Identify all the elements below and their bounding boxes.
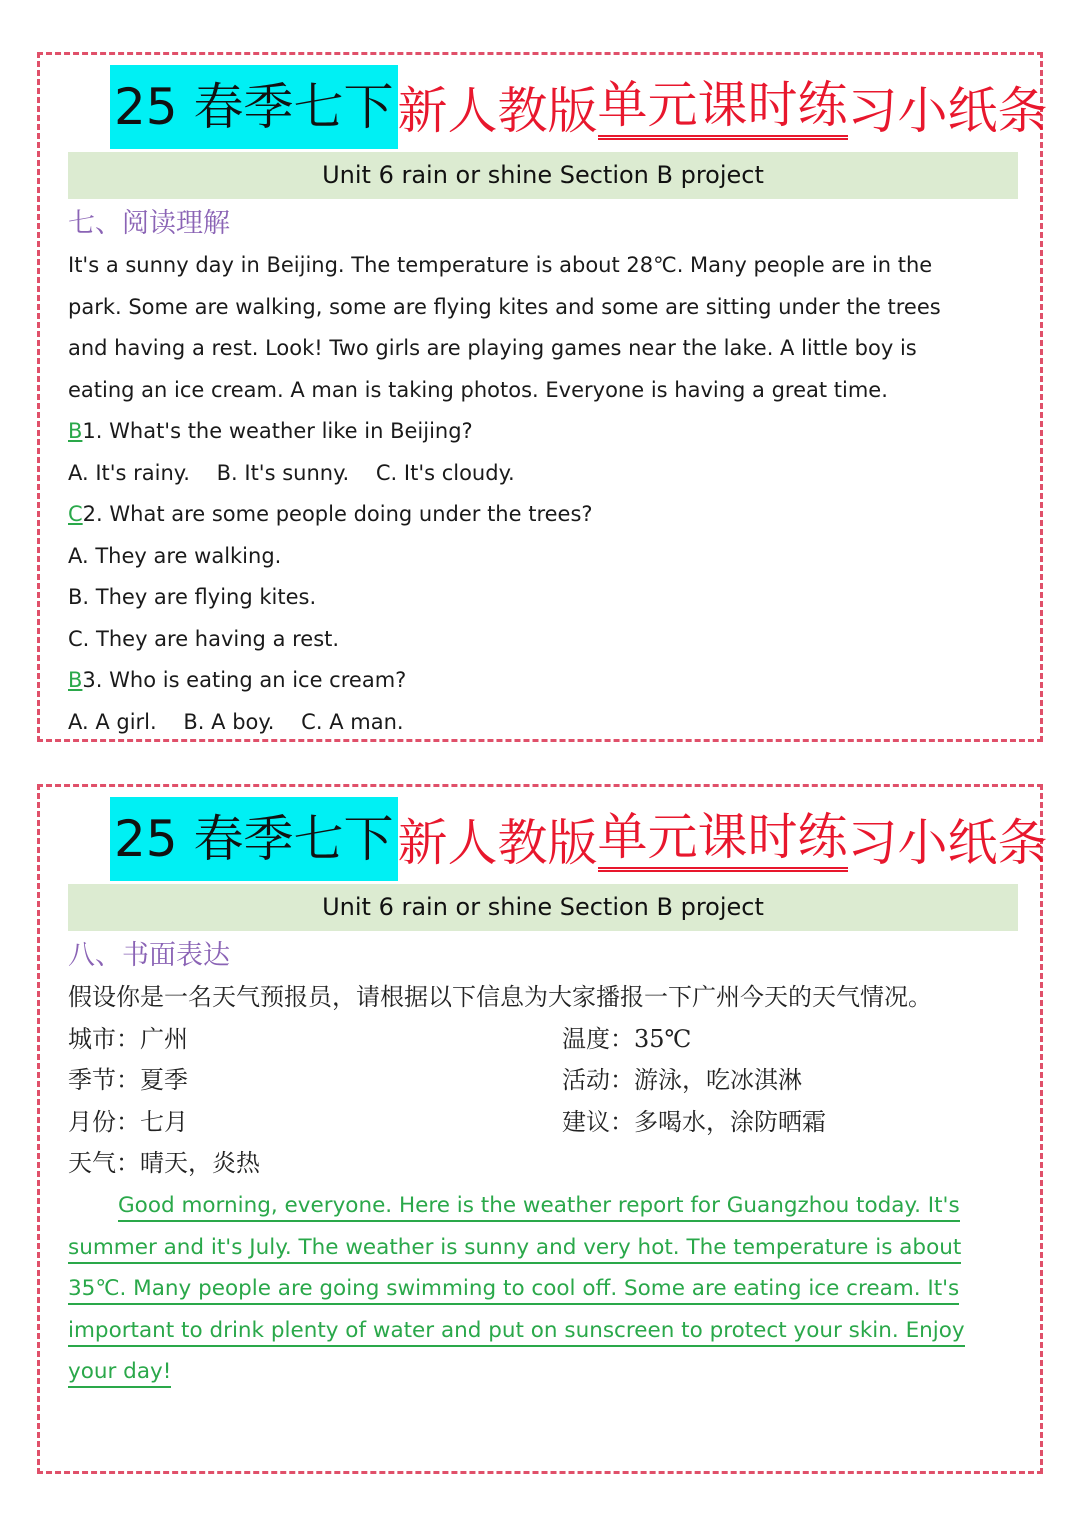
answer-mark: B — [68, 419, 83, 443]
info-activities: 活动：游泳，吃冰淇淋 — [562, 1066, 802, 1094]
info-month: 月份：七月 — [68, 1108, 188, 1136]
question-3-options: A. A girl. B. A boy. C. A man. — [68, 709, 404, 734]
question-1-options: A. It's rainy. B. It's sunny. C. It's cloudy. — [68, 460, 515, 485]
card-title: 25 春季七下 新人教版 单元课时练 习小纸条 — [110, 65, 1048, 149]
essay-line: 35℃. Many people are going swimming to cool off. Some are eating ice cream. It's — [68, 1268, 1018, 1310]
exercise-card-reading — [37, 52, 1048, 742]
info-advice: 建议：多喝水，涂防晒霜 — [562, 1108, 826, 1136]
question-2: C2. What are some people doing under the trees? — [68, 502, 593, 526]
passage-line: eating an ice cream. A man is taking photos. Everyone is having a great time. — [68, 377, 888, 402]
reading-passage — [68, 245, 1023, 743]
exercise-card-writing — [37, 784, 1048, 1474]
title-highlight: 25 春季七下 — [110, 65, 398, 149]
question-1: B1. What's the weather like in Beijing? — [68, 419, 473, 443]
answer-mark: C — [68, 502, 83, 526]
section-heading: 八、书面表达 — [68, 940, 230, 971]
unit-subtitle: Unit 6 rain or shine Section B project — [68, 152, 1018, 199]
info-city: 城市：广州 — [68, 1025, 188, 1053]
info-season: 季节：夏季 — [68, 1066, 188, 1094]
passage-line: It's a sunny day in Beijing. The temperature is about 28℃. Many people are in the — [68, 253, 933, 277]
answer-mark: B — [68, 668, 83, 692]
essay-line: important to drink plenty of water and put on sunscreen to protect your skin. Enjoy — [68, 1310, 1018, 1352]
essay-line: Good morning, everyone. Here is the weather report for Guangzhou today. It's — [68, 1185, 1018, 1227]
passage-line: and having a rest. Look! Two girls are playing games near the lake. A little boy is — [68, 336, 917, 360]
sample-essay — [68, 1185, 1018, 1393]
passage-line: park. Some are walking, some are flying kites and some are sitting under the trees — [68, 294, 941, 319]
question-2-option-c: C. They are having a rest. — [68, 626, 340, 651]
question-2-option-a: A. They are walking. — [68, 543, 282, 568]
writing-prompt: 假设你是一名天气预报员，请根据以下信息为大家播报一下广州今天的天气情况。 — [68, 983, 932, 1011]
essay-line: your day! — [68, 1351, 1018, 1393]
unit-subtitle: Unit 6 rain or shine Section B project — [68, 884, 1018, 931]
info-weather: 天气：晴天，炎热 — [68, 1149, 260, 1177]
question-2-option-b: B. They are flying kites. — [68, 585, 317, 609]
card-title: 25 春季七下 新人教版 单元课时练 习小纸条 — [110, 797, 1048, 881]
essay-line: summer and it's July. The weather is sunny and very hot. The temperature is about — [68, 1227, 1018, 1269]
question-3: B3. Who is eating an ice cream? — [68, 668, 407, 692]
section-heading: 七、阅读理解 — [68, 208, 230, 239]
info-temperature: 温度：35℃ — [562, 1025, 692, 1053]
title-highlight: 25 春季七下 — [110, 797, 398, 881]
